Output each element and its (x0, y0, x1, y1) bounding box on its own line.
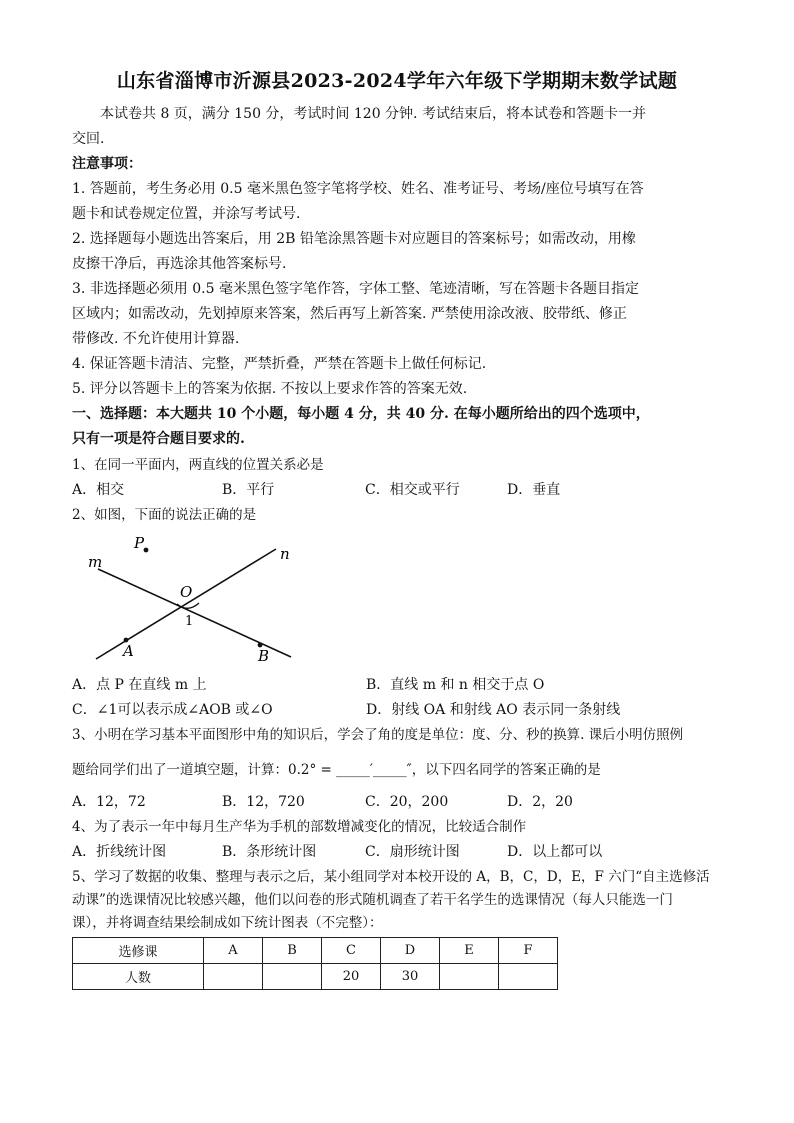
notice-line: 皮擦干净后，再选涂其他答案标号. (72, 256, 287, 272)
label-p: P (134, 534, 145, 552)
label-n: n (280, 545, 290, 563)
q2-option-d: D．射线 OA 和射线 AO 表示同一条射线 (366, 702, 621, 718)
notice-line: 4. 保证答题卡清洁、完整，严禁折叠，严禁在答题卡上做任何标记. (72, 356, 487, 372)
notice-line: 5. 评分以答题卡上的答案为依据. 不按以上要求作答的答案无效. (72, 381, 468, 397)
section-heading: 一、选择题：本大题共 10 个小题，每小题 4 分，共 40 分. 在每小题所给出的四个选项中， (72, 406, 650, 422)
q4-option-a: A．折线统计图 (72, 844, 167, 860)
q3-option-c: C．20，200 (365, 794, 449, 810)
table-row (73, 964, 558, 990)
q2-option-a: A．点 P 在直线 m 上 (72, 677, 207, 693)
notice-line: 题卡和试卷规定位置，并涂写考试号. (72, 206, 301, 222)
table-header-cell: C (322, 938, 381, 964)
q4-option-c: C．扇形统计图 (365, 844, 460, 860)
table-cell: 30 (381, 964, 440, 990)
table-cell (263, 964, 322, 990)
table-cell (499, 964, 558, 990)
question-5-stem: 5、学习了数据的收集、整理与表示之后，某小组同学对本校开设的 A，B，C，D，E，F 六门“自主选修活 (72, 869, 710, 885)
notice-heading: 注意事项： (72, 156, 142, 172)
table-header-cell: F (499, 938, 558, 964)
survey-table (72, 937, 558, 990)
q2-option-b: B．直线 m 和 n 相交于点 O (366, 677, 545, 693)
notice-line: 1. 答题前，考生务必用 0.5 毫米黑色签字笔将学校、姓名、准考证号、考场/座位号填写在答 (72, 181, 644, 197)
q3-option-b: B．12，720 (222, 794, 305, 810)
q2-option-c: C．∠1可以表示成∠AOB 或∠O (72, 702, 273, 718)
q3-option-d: D．2，20 (507, 794, 573, 810)
q3-option-a: A．12，72 (72, 794, 146, 810)
table-cell (204, 964, 263, 990)
question-3-stem-cont: 题给同学们出了一道填空题，计算：0.2° = _____′_____″，以下四名同学的答案正确的是 (72, 762, 601, 778)
notice-line: 带修改. 不允许使用计算器. (72, 331, 240, 347)
table-header-cell: A (204, 938, 263, 964)
label-b: B (258, 647, 270, 665)
table-header-cell: E (440, 938, 499, 964)
table-header-cell: B (263, 938, 322, 964)
point-p (144, 548, 149, 553)
q4-option-d: D．以上都可以 (507, 844, 603, 860)
notice-line: 2. 选择题每小题选出答案后，用 2B 铅笔涂黑答题卡对应题目的答案标号；如需改动，用橡 (72, 231, 636, 247)
label-a: A (123, 642, 134, 660)
q1-option-b: B．平行 (222, 482, 275, 498)
question-1-stem: 1、在同一平面内，两直线的位置关系必是 (72, 457, 324, 473)
table-cell: 20 (322, 964, 381, 990)
table-header-cell: 选修课 (73, 938, 204, 964)
table-cell: 人数 (73, 964, 204, 990)
table-cell (440, 964, 499, 990)
question-5-stem-cont: 课），并将调查结果绘制成如下统计图表（不完整）： (72, 915, 383, 931)
q1-option-c: C．相交或平行 (365, 482, 460, 498)
notice-line: 3. 非选择题必须用 0.5 毫米黑色签字笔作答，字体工整、笔迹清晰，写在答题卡各题目指定 (72, 281, 639, 297)
q4-option-b: B．条形统计图 (222, 844, 317, 860)
table-header-row (73, 938, 558, 964)
page-title: 山东省淄博市沂源县2023-2024学年六年级下学期期末数学试题 (116, 70, 678, 92)
question-3-stem: 3、小明在学习基本平面图形中角的知识后，学会了角的度是单位：度、分、秒的换算. 课后小明仿照例 (72, 727, 684, 743)
intersecting-lines-figure (84, 533, 304, 668)
q1-option-d: D．垂直 (507, 482, 561, 498)
question-5-stem-cont: 动课”的选课情况比较感兴趣，他们以问卷的形式随机调查了若干名学生的选课情况（每人只能选一门 (72, 892, 673, 908)
intro-line-2: 交回. (72, 131, 105, 147)
question-2-stem: 2、如图，下面的说法正确的是 (72, 507, 257, 523)
intro-line-1: 本试卷共 8 页，满分 150 分，考试时间 120 分钟. 考试结束后，将本试卷和答题卡一并 (100, 106, 646, 122)
label-angle-1: 1 (185, 614, 194, 629)
notice-line: 区域内；如需改动，先划掉原来答案，然后再写上新答案. 严禁使用涂改液、胶带纸、修正 (72, 306, 627, 322)
label-o: O (180, 583, 193, 601)
section-heading-cont: 只有一项是符合题目要求的. (72, 431, 245, 447)
question-4-stem: 4、为了表示一年中每月生产华为手机的部数增减变化的情况，比较适合制作 (72, 819, 527, 835)
label-m: m (88, 553, 103, 571)
q1-option-a: A．相交 (72, 482, 125, 498)
table-header-cell: D (381, 938, 440, 964)
